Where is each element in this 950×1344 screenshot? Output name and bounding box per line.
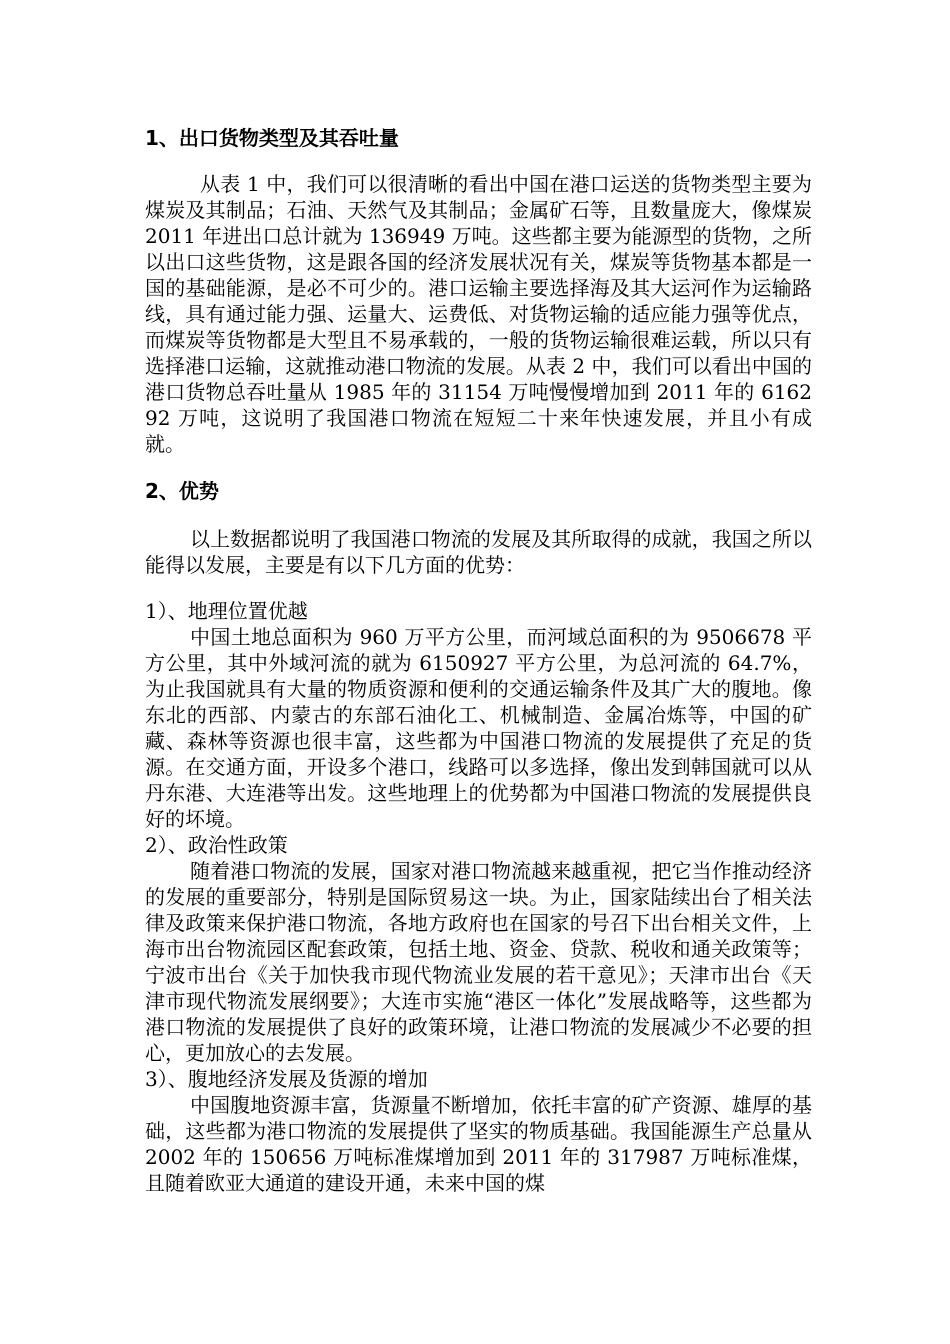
section-2-intro: 以上数据都说明了我国港口物流的发展及其所取得的成就，我国之所以能得以发展，主要是有以下几方面的优势： bbox=[145, 527, 812, 577]
section-1-paragraph: 从表 1 中，我们可以很清晰的看出中国在港口运送的货物类型主要为煤炭及其制品；石油、天然气及其制品；金属矿石等，且数量庞大，像煤炭 2011 年进出口总计就为 136949 万吨。这些都主要为能源型的货物，之所以出口这些货物，这是跟各国的经济发展状况有关，煤炭等货物基本都是一国的基础能源，是必不可少的。港口运输主要选择海及其大运河作为运输路线，具有通过能力强、运量大、运费低、对货物运输的适应能力强等优点，而煤炭等货物都是大型且不易承载的，一般的货物运输很难运载，所以只有选择港口运输，这就推动港口物流的发展。从表 2 中，我们可以看出中国的港口货物总吞吐量从 1985 年的 31154 万吨慢慢增加到 2011 年的 616292 万吨，这说明了我国港口物流在短短二十来年快速发展，并且小有成就。 bbox=[145, 172, 812, 456]
item-2-text: 随着港口物流的发展，国家对港口物流越来越重视，把它当作推动经济的发展的重要部分，特别是国际贸易这一块。为止，国家陆续出台了相关法律及政策来保护港口物流，各地方政府也在国家的号召下出台相关文件，上海市出台物流园区配套政策，包括土地、资金、贷款、税收和通关政策等；宁波市出台《关于加快我市现代物流业发展的若干意见》；天津市出台《天津市现代物流发展纲要》；大连市实施“港区一体化”发展战略等，这些都为港口物流的发展提供了良好的政策环境，让港口物流的发展减少不必要的担心，更加放心的去发展。 bbox=[145, 859, 812, 1065]
item-3-title: 3）、腹地经济发展及货源的增加 bbox=[145, 1067, 428, 1091]
item-3-text: 中国腹地资源丰富，货源量不断增加，依托丰富的矿产资源、雄厚的基础，这些都为港口物流的发展提供了坚实的物质基础。我国能源生产总量从 2002 年的 150656 万吨标准煤增加到 2011 年的 317987 万吨标准煤，且随着欧亚大通道的建设开通，未来中国的煤 bbox=[145, 1093, 812, 1195]
section-1-heading: 1、出口货物类型及其吞吐量 bbox=[145, 126, 399, 150]
item-1-title: 1）、地理位置优越 bbox=[145, 599, 308, 623]
item-2-title: 2）、政治性政策 bbox=[145, 833, 288, 857]
item-1-text: 中国土地总面积为 960 万平方公里，而河域总面积的为 9506678 平方公里，其中外域河流的就为 6150927 平方公里，为总河流的 64.7%，为止我国就具有大量的物质资源和便利的交通运输条件及其广大的腹地。像东北的西部、内蒙古的东部石油化工、机械制造、金属冶炼等，中国的矿藏、森林等资源也很丰富，这些都为中国港口物流的发展提供了充足的货源。在交通方面，开设多个港口，线路可以多选择，像出发到韩国就可以从丹东港、大连港等出发。这些地理上的优势都为中国港口物流的发展提供良好的坏境。 bbox=[145, 625, 812, 831]
document-page bbox=[145, 124, 812, 1196]
section-2-heading: 2、优势 bbox=[145, 479, 219, 503]
